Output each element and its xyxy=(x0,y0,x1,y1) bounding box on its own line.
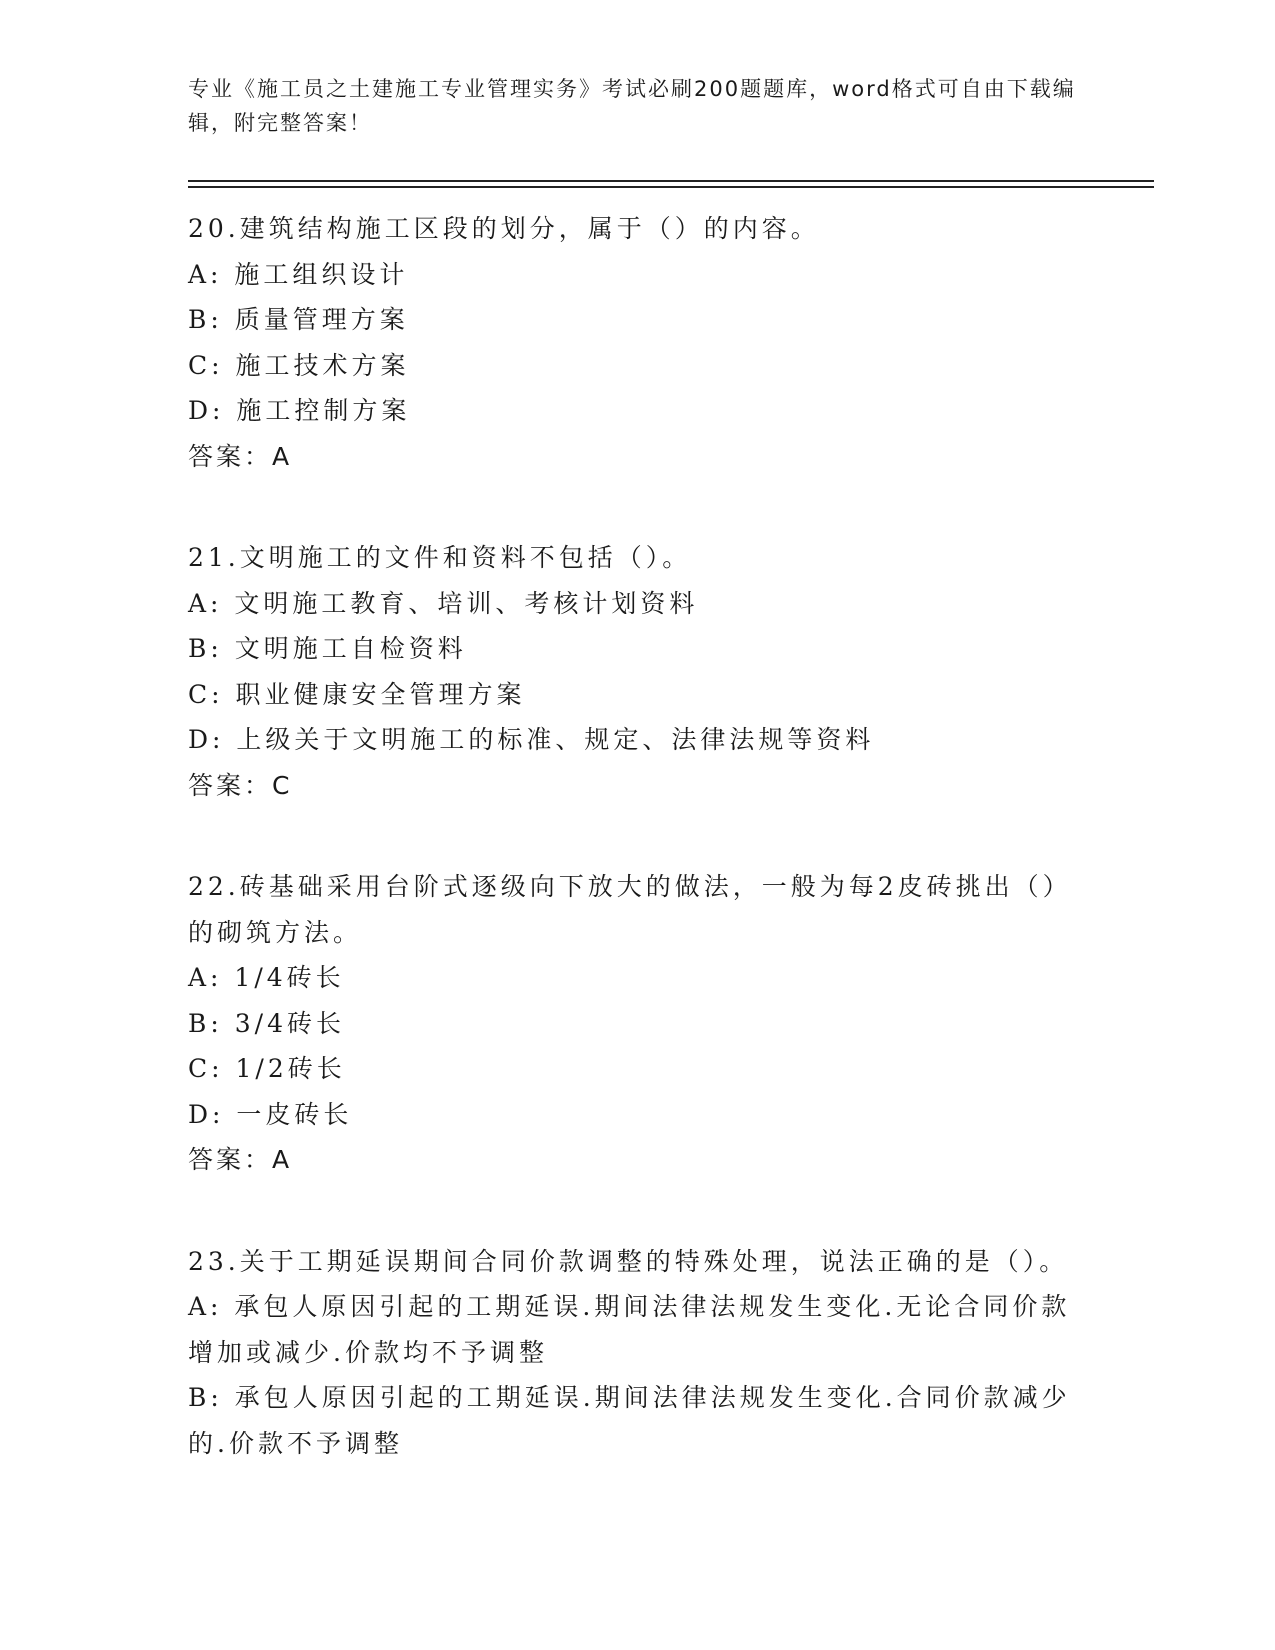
option-b: B: 质量管理方案 xyxy=(188,305,409,334)
header-divider-top xyxy=(188,180,1154,182)
option-c: C: 施工技术方案 xyxy=(188,350,410,380)
question-title: 23.关于工期延误期间合同价款调整的特殊处理，说法正确的是（）。 xyxy=(188,1246,1069,1276)
question-title: 21.文明施工的文件和资料不包括（）。 xyxy=(188,543,692,572)
option-a: A: 承包人原因引起的工期延误.期间法律法规发生变化.无论合同价款增加或减少.价款均不予调整 xyxy=(188,1292,1071,1367)
document-header xyxy=(188,72,1088,140)
option-d: D: 施工控制方案 xyxy=(188,396,411,425)
option-d: D: 上级关于文明施工的标准、规定、法律法规等资料 xyxy=(188,725,875,754)
option-a: A: 文明施工教育、培训、考核计划资料 xyxy=(188,588,699,618)
answer-label: 答案： xyxy=(188,441,273,471)
option-a: A: 1/4砖长 xyxy=(188,963,345,992)
answer-value: A xyxy=(272,441,293,471)
question-title: 22.砖基础采用台阶式逐级向下放大的做法，一般为每2皮砖挑出（）的砌筑方法。 xyxy=(188,872,1072,947)
option-c: C: 职业健康安全管理方案 xyxy=(188,679,526,709)
option-b: B: 3/4砖长 xyxy=(188,1008,345,1038)
answer-line xyxy=(188,434,1088,480)
option-c: C: 1/2砖长 xyxy=(188,1054,346,1083)
question-list xyxy=(188,206,1088,1522)
option-b: B: 承包人原因引起的工期延误.期间法律法规发生变化.合同价款减少的.价款不予调整 xyxy=(188,1383,1071,1458)
answer-line xyxy=(188,1137,1088,1183)
answer-value: A xyxy=(272,1145,293,1174)
option-a: A: 施工组织设计 xyxy=(188,259,409,289)
header-divider-bottom xyxy=(188,186,1154,188)
question-20 xyxy=(188,206,1088,479)
option-d: D: 一皮砖长 xyxy=(188,1099,353,1129)
question-title: 20.建筑结构施工区段的划分，属于（）的内容。 xyxy=(188,214,820,243)
question-21 xyxy=(188,535,1088,808)
header-text: 专业《施工员之土建施工专业管理实务》考试必刷200题题库，word格式可自由下载编辑，附完整答案！ xyxy=(188,77,1076,135)
option-b: B: 文明施工自检资料 xyxy=(188,634,467,663)
answer-label: 答案： xyxy=(188,770,273,800)
question-23 xyxy=(188,1239,1088,1467)
question-22 xyxy=(188,864,1088,1183)
answer-label: 答案： xyxy=(188,1145,273,1174)
answer-line xyxy=(188,763,1088,809)
answer-value: C xyxy=(272,770,293,800)
